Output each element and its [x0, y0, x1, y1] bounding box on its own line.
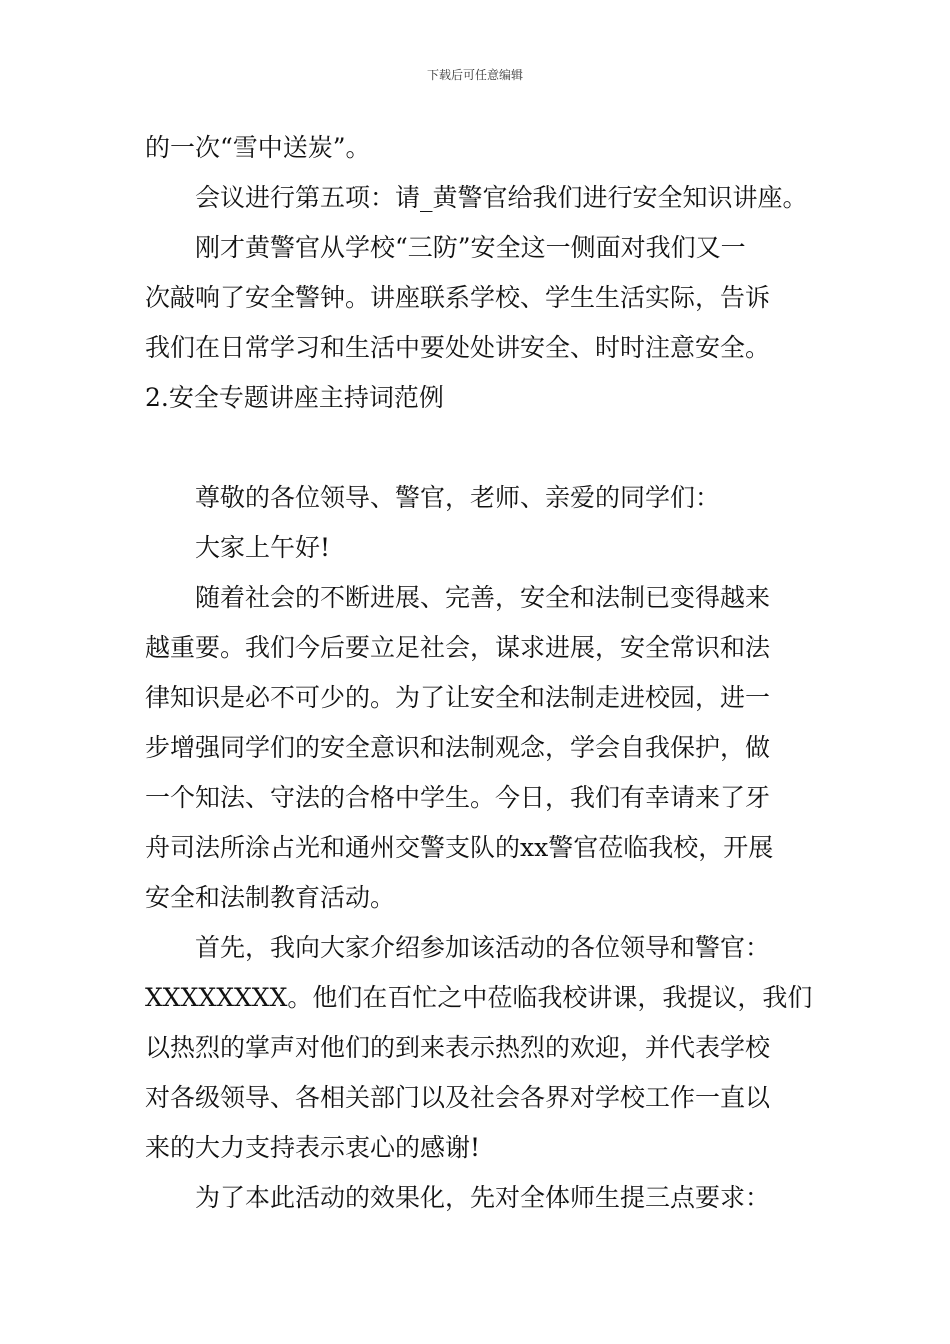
document-body — [145, 123, 815, 1223]
greeting-line: 大家上午好! — [195, 533, 331, 562]
paragraph-line: 刚才黄警官从学校“三防”安全这一侧面对我们又一 — [195, 233, 746, 262]
paragraph-line: 会议进行第五项：请_黄警官给我们进行安全知识讲座。 — [195, 183, 808, 212]
section-heading: 2.安全专题讲座主持词范例 — [145, 383, 444, 412]
paragraph-line: 随着社会的不断进展、完善，安全和法制已变得越来 — [195, 583, 771, 612]
page-header: 下载后可任意编辑 — [426, 68, 523, 82]
paragraph-line: 我们在日常学习和生活中要处处讲安全、时时注意安全。 — [145, 333, 771, 362]
paragraph-line: 律知识是必不可少的。为了让安全和法制走进校园，进一 — [145, 683, 771, 712]
paragraph-line: 的一次“雪中送炭”。 — [145, 133, 371, 162]
salutation-line: 尊敬的各位领导、警官，老师、亲爱的同学们： — [195, 483, 721, 512]
paragraph-line: 以热烈的掌声对他们的到来表示热烈的欢迎，并代表学校 — [145, 1033, 771, 1062]
paragraph-line: 对各级领导、各相关部门以及社会各界对学校工作一直以 — [145, 1083, 771, 1112]
paragraph-line: XXXXXXXX。他们在百忙之中莅临我校讲课，我提议，我们 — [145, 983, 813, 1012]
paragraph-line: 越重要。我们今后要立足社会，谋求进展，安全常识和法 — [145, 633, 771, 662]
paragraph-line: 一个知法、守法的合格中学生。今日，我们有幸请来了牙 — [145, 783, 771, 812]
paragraph-line: 安全和法制教育活动。 — [145, 883, 396, 912]
paragraph-line: 为了本此活动的效果化，先对全体师生提三点要求： — [195, 1183, 771, 1212]
paragraph-line: 舟司法所涂占光和通州交警支队的xx警官莅临我校，开展 — [145, 833, 774, 862]
paragraph-line: 步增强同学们的安全意识和法制观念，学会自我保护，做 — [145, 733, 771, 762]
blank-line — [145, 423, 815, 473]
paragraph-line: 次敲响了安全警钟。讲座联系学校、学生生活实际，告诉 — [145, 283, 771, 312]
paragraph-line: 首先，我向大家介绍参加该活动的各位领导和警官： — [195, 933, 771, 962]
paragraph-line: 来的大力支持表示衷心的感谢! — [145, 1133, 481, 1162]
